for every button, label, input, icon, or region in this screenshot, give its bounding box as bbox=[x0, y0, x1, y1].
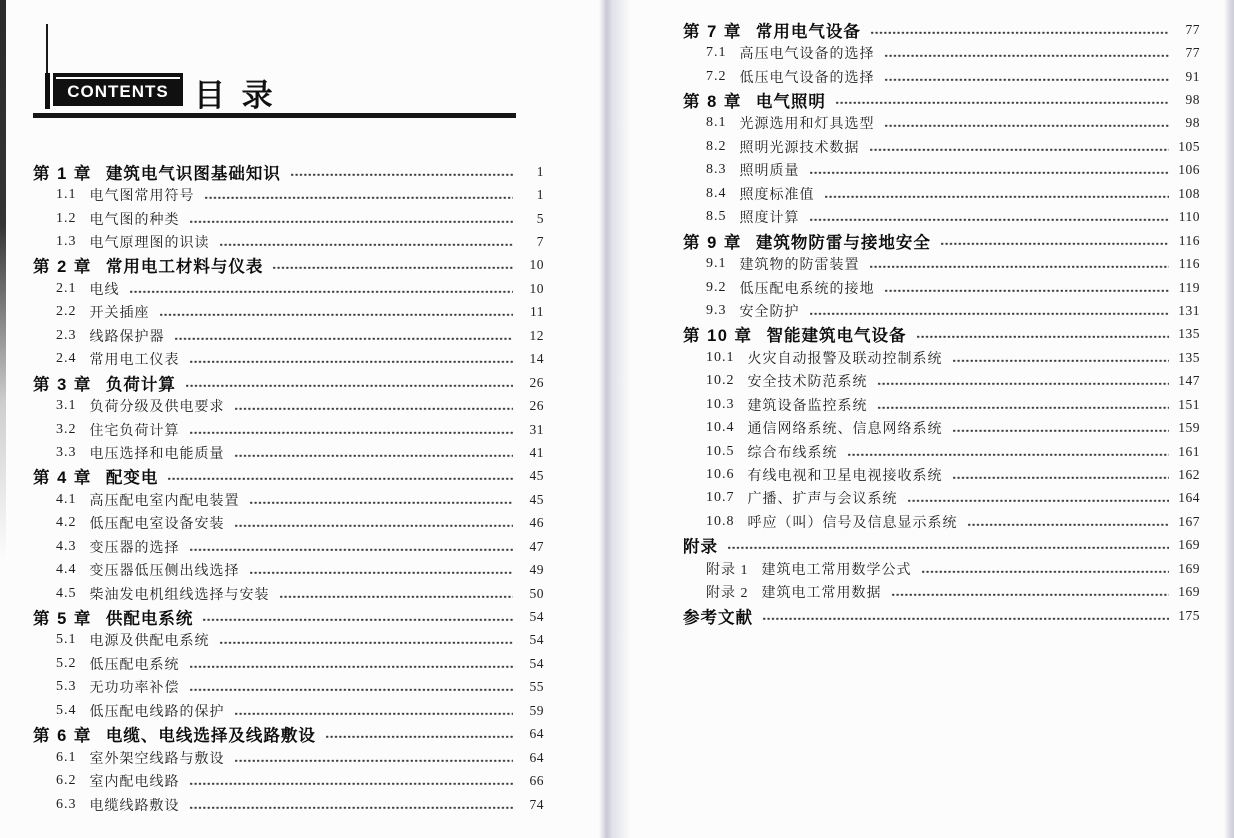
page-gutter-shadow bbox=[599, 0, 631, 838]
toc-entry-title: 呼应（叫）信号及信息显示系统 bbox=[747, 515, 958, 531]
toc-entry bbox=[33, 160, 544, 183]
toc-right-column bbox=[683, 18, 1200, 627]
toc-entry-title: 火灾自动报警及联动控制系统 bbox=[747, 351, 943, 367]
toc-entry-page: 10 bbox=[529, 257, 544, 273]
toc-entry bbox=[683, 393, 1200, 416]
dot-leader bbox=[189, 548, 514, 552]
toc-entry bbox=[683, 18, 1200, 41]
dot-leader bbox=[916, 335, 1169, 339]
toc-entry-page: 11 bbox=[530, 304, 544, 320]
toc-entry bbox=[683, 182, 1200, 205]
toc-entry-page: 54 bbox=[529, 609, 544, 625]
toc-entry-title: 电缆、电线选择及线路敷设 bbox=[105, 727, 316, 746]
toc-entry-title: 供配电系统 bbox=[105, 610, 194, 629]
dot-leader bbox=[884, 289, 1170, 293]
dot-leader bbox=[249, 571, 514, 575]
toc-entry-title: 低压配电系统的接地 bbox=[739, 281, 875, 297]
toc-entry bbox=[33, 582, 544, 605]
toc-entry-title: 常用电工材料与仪表 bbox=[105, 258, 264, 277]
toc-entry-title: 电线 bbox=[89, 282, 120, 298]
dot-leader bbox=[159, 313, 514, 317]
toc-entry-number: 10.4 bbox=[706, 420, 735, 436]
toc-entry-number: 4.1 bbox=[56, 491, 77, 507]
dot-leader bbox=[202, 618, 513, 622]
toc-entry-number: 2.4 bbox=[56, 351, 77, 367]
toc-entry-page: 161 bbox=[1178, 443, 1200, 459]
toc-entry-number: 2.3 bbox=[56, 327, 77, 343]
toc-entry-number: 附录 2 bbox=[706, 586, 749, 602]
toc-entry-title: 电气图常用符号 bbox=[89, 189, 195, 205]
dot-leader bbox=[884, 54, 1170, 58]
dot-leader bbox=[952, 359, 1170, 363]
toc-left-column bbox=[33, 160, 544, 816]
toc-entry-page: 26 bbox=[529, 374, 544, 390]
dot-leader bbox=[884, 78, 1170, 82]
toc-entry-title: 高压电气设备的选择 bbox=[739, 47, 875, 63]
toc-entry-number: 7.2 bbox=[706, 68, 727, 84]
dot-leader bbox=[189, 220, 514, 224]
toc-entry bbox=[683, 112, 1200, 135]
toc-entry-title: 室外架空线路与敷设 bbox=[89, 751, 225, 767]
toc-entry-title: 电气图的种类 bbox=[89, 212, 180, 228]
toc-entry bbox=[683, 416, 1200, 439]
toc-entry-number: 8.2 bbox=[706, 138, 727, 154]
toc-entry-number: 1.1 bbox=[56, 187, 77, 203]
dot-leader bbox=[869, 148, 1170, 152]
toc-entry bbox=[33, 535, 544, 558]
toc-entry bbox=[683, 41, 1200, 64]
toc-entry-title: 建筑电工常用数据 bbox=[761, 586, 882, 602]
toc-entry-number: 1.3 bbox=[56, 234, 77, 250]
toc-entry-page: 135 bbox=[1178, 349, 1200, 365]
toc-title: 目 录 bbox=[194, 78, 277, 113]
dot-leader bbox=[952, 476, 1170, 480]
toc-entry bbox=[33, 254, 544, 277]
toc-entry bbox=[33, 441, 544, 464]
toc-entry-number: 9.3 bbox=[706, 302, 727, 318]
toc-entry-number: 5.3 bbox=[56, 679, 77, 695]
toc-entry-number: 3.1 bbox=[56, 398, 77, 414]
dot-leader bbox=[325, 735, 513, 739]
dot-leader bbox=[870, 31, 1169, 35]
dot-leader bbox=[219, 641, 514, 645]
toc-entry-page: 167 bbox=[1178, 513, 1200, 529]
toc-entry-title: 电压选择和电能质量 bbox=[89, 446, 225, 462]
toc-entry bbox=[33, 394, 544, 417]
toc-entry-page: 49 bbox=[529, 562, 544, 578]
toc-entry bbox=[683, 346, 1200, 369]
dot-leader bbox=[174, 337, 514, 341]
toc-entry-page: 169 bbox=[1178, 537, 1200, 553]
toc-entry-number: 第 5 章 bbox=[33, 610, 92, 629]
dot-leader bbox=[234, 524, 514, 528]
toc-entry-title: 低压配电线路的保护 bbox=[89, 704, 225, 720]
toc-entry bbox=[33, 605, 544, 628]
toc-entry-page: 1 bbox=[536, 187, 544, 203]
toc-entry bbox=[33, 301, 544, 324]
toc-entry bbox=[683, 135, 1200, 158]
toc-entry-page: 77 bbox=[1185, 45, 1200, 61]
toc-entry-number: 4.3 bbox=[56, 538, 77, 554]
toc-entry-title: 室内配电线路 bbox=[89, 775, 180, 791]
toc-entry-title: 负荷分级及供电要求 bbox=[89, 400, 225, 416]
toc-entry-title: 柴油发电机组线选择与安装 bbox=[89, 587, 270, 603]
dot-leader bbox=[189, 688, 514, 692]
dot-leader bbox=[847, 453, 1170, 457]
toc-entry-title: 线路保护器 bbox=[89, 329, 165, 345]
toc-entry-title: 电气原理图的识读 bbox=[89, 236, 210, 252]
toc-entry-number: 10.5 bbox=[706, 443, 735, 459]
toc-entry-page: 46 bbox=[529, 515, 544, 531]
toc-entry bbox=[33, 183, 544, 206]
toc-entry-number: 10.3 bbox=[706, 396, 735, 412]
contents-banner bbox=[53, 73, 183, 106]
toc-entry-title: 附录 bbox=[683, 538, 718, 557]
dot-leader bbox=[185, 384, 513, 388]
toc-entry-number: 第 10 章 bbox=[683, 327, 753, 346]
dot-leader bbox=[234, 454, 514, 458]
toc-entry-title: 负荷计算 bbox=[105, 375, 176, 394]
dot-leader bbox=[189, 806, 514, 810]
toc-entry bbox=[33, 558, 544, 581]
toc-entry-page: 50 bbox=[529, 585, 544, 601]
toc-entry bbox=[33, 348, 544, 371]
toc-entry bbox=[33, 230, 544, 253]
toc-entry-number: 第 9 章 bbox=[683, 233, 742, 252]
toc-entry-page: 77 bbox=[1185, 21, 1200, 37]
toc-entry-page: 164 bbox=[1178, 490, 1200, 506]
toc-entry-page: 54 bbox=[529, 655, 544, 671]
toc-entry bbox=[33, 652, 544, 675]
toc-entry bbox=[683, 370, 1200, 393]
toc-entry bbox=[33, 676, 544, 699]
toc-entry-page: 41 bbox=[529, 444, 544, 460]
dot-leader bbox=[824, 195, 1170, 199]
toc-entry-title: 建筑物防雷与接地安全 bbox=[755, 233, 931, 252]
dot-leader bbox=[907, 499, 1170, 503]
toc-entry-number: 3.2 bbox=[56, 421, 77, 437]
toc-entry-number: 4.5 bbox=[56, 585, 77, 601]
toc-entry-page: 116 bbox=[1178, 256, 1200, 272]
toc-entry bbox=[683, 299, 1200, 322]
dot-leader bbox=[249, 501, 514, 505]
dot-leader bbox=[204, 196, 514, 200]
toc-entry-page: 147 bbox=[1178, 373, 1200, 389]
dot-leader bbox=[189, 431, 514, 435]
dot-leader bbox=[891, 593, 1170, 597]
toc-entry-number: 3.3 bbox=[56, 444, 77, 460]
toc-entry bbox=[33, 488, 544, 511]
toc-entry bbox=[33, 371, 544, 394]
toc-entry-number: 第 8 章 bbox=[683, 93, 742, 112]
toc-entry bbox=[683, 510, 1200, 533]
dot-leader bbox=[952, 429, 1170, 433]
toc-entry-page: 169 bbox=[1178, 584, 1200, 600]
toc-entry-number: 第 2 章 bbox=[33, 258, 92, 277]
toc-entry-page: 135 bbox=[1178, 326, 1200, 342]
toc-entry bbox=[33, 465, 544, 488]
toc-entry-title: 常用电气设备 bbox=[755, 22, 861, 41]
toc-entry-number: 8.1 bbox=[706, 115, 727, 131]
toc-entry-number: 4.4 bbox=[56, 562, 77, 578]
toc-entry-number: 6.3 bbox=[56, 796, 77, 812]
toc-entry-title: 电气照明 bbox=[755, 93, 826, 112]
toc-entry bbox=[33, 746, 544, 769]
toc-entry-page: 108 bbox=[1178, 185, 1200, 201]
toc-entry-title: 照明质量 bbox=[739, 164, 800, 180]
toc-entry bbox=[683, 65, 1200, 88]
toc-entry bbox=[683, 206, 1200, 229]
toc-entry bbox=[33, 769, 544, 792]
toc-entry-title: 安全防护 bbox=[739, 304, 800, 320]
toc-entry bbox=[683, 252, 1200, 275]
toc-entry-number: 第 1 章 bbox=[33, 164, 92, 183]
toc-entry-title: 综合布线系统 bbox=[747, 445, 838, 461]
toc-entry-title: 参考文献 bbox=[683, 608, 753, 627]
toc-entry-number: 10.7 bbox=[706, 490, 735, 506]
corner-tick-mark bbox=[46, 24, 48, 74]
toc-entry-title: 有线电视和卫星电视接收系统 bbox=[747, 469, 943, 485]
toc-entry-page: 5 bbox=[536, 210, 544, 226]
dot-leader bbox=[809, 312, 1170, 316]
toc-entry-number: 第 6 章 bbox=[33, 727, 92, 746]
toc-entry-title: 照度计算 bbox=[739, 211, 800, 227]
toc-entry-number: 5.4 bbox=[56, 702, 77, 718]
toc-entry-title: 开关插座 bbox=[89, 306, 150, 322]
dot-leader bbox=[921, 570, 1170, 574]
toc-entry-page: 12 bbox=[529, 327, 544, 343]
dot-leader bbox=[940, 242, 1169, 246]
toc-entry-title: 配变电 bbox=[105, 469, 159, 488]
toc-entry-page: 1 bbox=[536, 163, 544, 179]
toc-entry-title: 变压器的选择 bbox=[89, 540, 180, 556]
toc-entry bbox=[683, 557, 1200, 580]
toc-entry-page: 55 bbox=[529, 679, 544, 695]
toc-entry-number: 7.1 bbox=[706, 45, 727, 61]
toc-entry bbox=[683, 487, 1200, 510]
toc-entry-title: 低压配电系统 bbox=[89, 657, 180, 673]
toc-entry-number: 8.4 bbox=[706, 185, 727, 201]
toc-entry-number: 第 4 章 bbox=[33, 469, 92, 488]
toc-entry-number: 10.2 bbox=[706, 373, 735, 389]
dot-leader bbox=[290, 173, 513, 177]
toc-entry-title: 建筑设备监控系统 bbox=[747, 398, 868, 414]
dot-leader bbox=[234, 407, 514, 411]
toc-entry bbox=[33, 512, 544, 535]
toc-entry-title: 照度标准值 bbox=[739, 187, 815, 203]
toc-entry-title: 通信网络系统、信息网络系统 bbox=[747, 422, 943, 438]
toc-entry-number: 2.2 bbox=[56, 304, 77, 320]
toc-entry bbox=[683, 604, 1200, 627]
toc-entry-number: 第 7 章 bbox=[683, 22, 742, 41]
toc-entry-number: 1.2 bbox=[56, 210, 77, 226]
toc-entry-page: 45 bbox=[529, 468, 544, 484]
toc-entry-page: 175 bbox=[1178, 607, 1200, 623]
toc-entry-page: 98 bbox=[1185, 92, 1200, 108]
toc-entry-title: 建筑电工常用数学公式 bbox=[761, 562, 912, 578]
toc-entry-title: 建筑电气识图基础知识 bbox=[105, 164, 281, 183]
toc-entry-page: 59 bbox=[529, 702, 544, 718]
toc-entry-page: 7 bbox=[536, 234, 544, 250]
toc-entry-title: 光源选用和灯具选型 bbox=[739, 117, 875, 133]
toc-entry-number: 5.2 bbox=[56, 655, 77, 671]
dot-leader bbox=[234, 759, 514, 763]
toc-entry-page: 106 bbox=[1178, 162, 1200, 178]
toc-entry-page: 14 bbox=[529, 351, 544, 367]
toc-entry-number: 9.1 bbox=[706, 256, 727, 272]
dot-leader bbox=[167, 477, 513, 481]
toc-entry bbox=[683, 159, 1200, 182]
toc-entry-page: 110 bbox=[1178, 209, 1200, 225]
toc-entry-title: 变压器低压侧出线选择 bbox=[89, 564, 240, 580]
dot-leader bbox=[219, 243, 514, 247]
toc-entry-title: 低压配电室设备安装 bbox=[89, 517, 225, 533]
dot-leader bbox=[809, 171, 1170, 175]
toc-entry-title: 无功功率补偿 bbox=[89, 681, 180, 697]
toc-entry-page: 26 bbox=[529, 398, 544, 414]
toc-entry-page: 10 bbox=[529, 280, 544, 296]
dot-leader bbox=[189, 360, 514, 364]
dot-leader bbox=[762, 617, 1169, 621]
toc-entry bbox=[683, 440, 1200, 463]
toc-entry-page: 169 bbox=[1178, 560, 1200, 576]
toc-entry-page: 91 bbox=[1185, 68, 1200, 84]
toc-entry-title: 低压电气设备的选择 bbox=[739, 70, 875, 86]
toc-entry bbox=[683, 463, 1200, 486]
toc-entry bbox=[33, 207, 544, 230]
toc-entry-number: 8.3 bbox=[706, 162, 727, 178]
toc-entry-page: 54 bbox=[529, 632, 544, 648]
toc-entry-title: 广播、扩声与会议系统 bbox=[747, 492, 898, 508]
toc-entry-number: 附录 1 bbox=[706, 562, 749, 578]
dot-leader bbox=[189, 782, 514, 786]
toc-entry-page: 31 bbox=[529, 421, 544, 437]
toc-entry-page: 162 bbox=[1178, 467, 1200, 483]
toc-entry bbox=[683, 229, 1200, 252]
contents-label: CONTENTS bbox=[67, 82, 169, 101]
dot-leader bbox=[189, 665, 514, 669]
dot-leader bbox=[877, 382, 1170, 386]
toc-entry-page: 116 bbox=[1178, 232, 1200, 248]
dot-leader bbox=[129, 290, 514, 294]
dot-leader bbox=[279, 595, 514, 599]
toc-entry bbox=[683, 581, 1200, 604]
toc-entry-title: 高压配电室内配电装置 bbox=[89, 493, 240, 509]
toc-entry-page: 159 bbox=[1178, 420, 1200, 436]
toc-entry bbox=[33, 723, 544, 746]
toc-entry-title: 电源及供配电系统 bbox=[89, 634, 210, 650]
dot-leader bbox=[869, 265, 1170, 269]
toc-entry bbox=[33, 324, 544, 347]
contents-banner-side-bar bbox=[45, 73, 50, 109]
toc-entry-page: 105 bbox=[1178, 138, 1200, 154]
toc-entry-title: 建筑物的防雷装置 bbox=[739, 258, 860, 274]
toc-entry bbox=[33, 793, 544, 816]
toc-entry-title: 电缆线路敷设 bbox=[89, 798, 180, 814]
dot-leader bbox=[884, 124, 1170, 128]
toc-entry-page: 47 bbox=[529, 538, 544, 554]
toc-entry-page: 64 bbox=[529, 726, 544, 742]
toc-entry-title: 常用电工仪表 bbox=[89, 353, 180, 369]
toc-entry-page: 45 bbox=[529, 491, 544, 507]
page-right-scan-edge bbox=[1224, 0, 1234, 838]
toc-entry-number: 4.2 bbox=[56, 515, 77, 531]
toc-entry bbox=[33, 277, 544, 300]
toc-entry-number: 2.1 bbox=[56, 280, 77, 296]
toc-entry-title: 安全技术防范系统 bbox=[747, 375, 868, 391]
toc-entry-number: 5.1 bbox=[56, 632, 77, 648]
toc-entry-number: 10.6 bbox=[706, 467, 735, 483]
dot-leader bbox=[809, 218, 1170, 222]
toc-entry-number: 10.8 bbox=[706, 513, 735, 529]
toc-entry-number: 第 3 章 bbox=[33, 375, 92, 394]
dot-leader bbox=[234, 712, 514, 716]
toc-entry-title: 智能建筑电气设备 bbox=[766, 327, 907, 346]
toc-entry-page: 74 bbox=[529, 796, 544, 812]
toc-entry-number: 6.1 bbox=[56, 749, 77, 765]
toc-entry-page: 64 bbox=[529, 749, 544, 765]
toc-entry bbox=[33, 629, 544, 652]
toc-entry-page: 98 bbox=[1185, 115, 1200, 131]
dot-leader bbox=[967, 523, 1170, 527]
dot-leader bbox=[877, 406, 1170, 410]
toc-entry-page: 119 bbox=[1178, 279, 1200, 295]
page-left-scan-edge bbox=[0, 0, 6, 560]
toc-entry-number: 9.2 bbox=[706, 279, 727, 295]
dot-leader bbox=[835, 101, 1169, 105]
toc-entry-page: 66 bbox=[529, 773, 544, 789]
toc-entry-page: 131 bbox=[1178, 302, 1200, 318]
toc-entry bbox=[683, 276, 1200, 299]
toc-entry bbox=[683, 88, 1200, 111]
toc-entry-page: 151 bbox=[1178, 396, 1200, 412]
toc-entry bbox=[33, 699, 544, 722]
toc-entry-title: 照明光源技术数据 bbox=[739, 140, 860, 156]
header-rule bbox=[33, 113, 516, 118]
toc-entry bbox=[683, 534, 1200, 557]
toc-entry bbox=[33, 418, 544, 441]
toc-entry-number: 6.2 bbox=[56, 773, 77, 789]
toc-entry-number: 10.1 bbox=[706, 349, 735, 365]
toc-entry bbox=[683, 323, 1200, 346]
dot-leader bbox=[272, 266, 513, 270]
toc-entry-number: 8.5 bbox=[706, 209, 727, 225]
toc-entry-title: 住宅负荷计算 bbox=[89, 423, 180, 439]
dot-leader bbox=[727, 546, 1169, 550]
